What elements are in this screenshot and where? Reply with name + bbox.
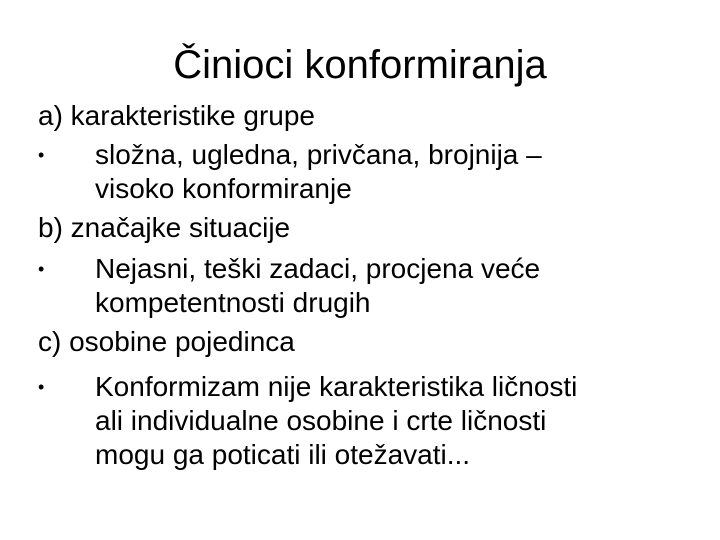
section-heading-c: c) osobine pojedinca — [38, 326, 295, 357]
bullet-line: ali individualne osobine i crte ličnosti — [95, 405, 547, 436]
bullet-line: Nejasni, teški zadaci, procjena veće — [95, 253, 541, 284]
bullet-line: kompetentnosti drugih — [95, 287, 371, 318]
section-heading-a: a) karakteristike grupe — [38, 100, 316, 131]
bullet-line: složna, ugledna, privčana, brojnija – — [95, 139, 542, 170]
bullet-line: mogu ga poticati ili otežavati... — [95, 439, 471, 470]
slide-title-text: Činioci konformiranja — [173, 43, 547, 87]
slide-body — [38, 96, 698, 472]
bullet-line: visoko konformiranje — [95, 173, 352, 204]
bullet-icon: • — [38, 377, 45, 397]
bullet-item-c — [38, 370, 698, 472]
bullet-item-b — [38, 252, 698, 320]
section-heading-b: b) značajke situacije — [38, 212, 291, 243]
bullet-icon: • — [38, 259, 45, 279]
slide-title — [0, 40, 720, 90]
bullet-item-a — [38, 138, 698, 206]
bullet-icon: • — [38, 145, 45, 165]
bullet-line: Konformizam nije karakteristika ličnosti — [95, 371, 578, 402]
